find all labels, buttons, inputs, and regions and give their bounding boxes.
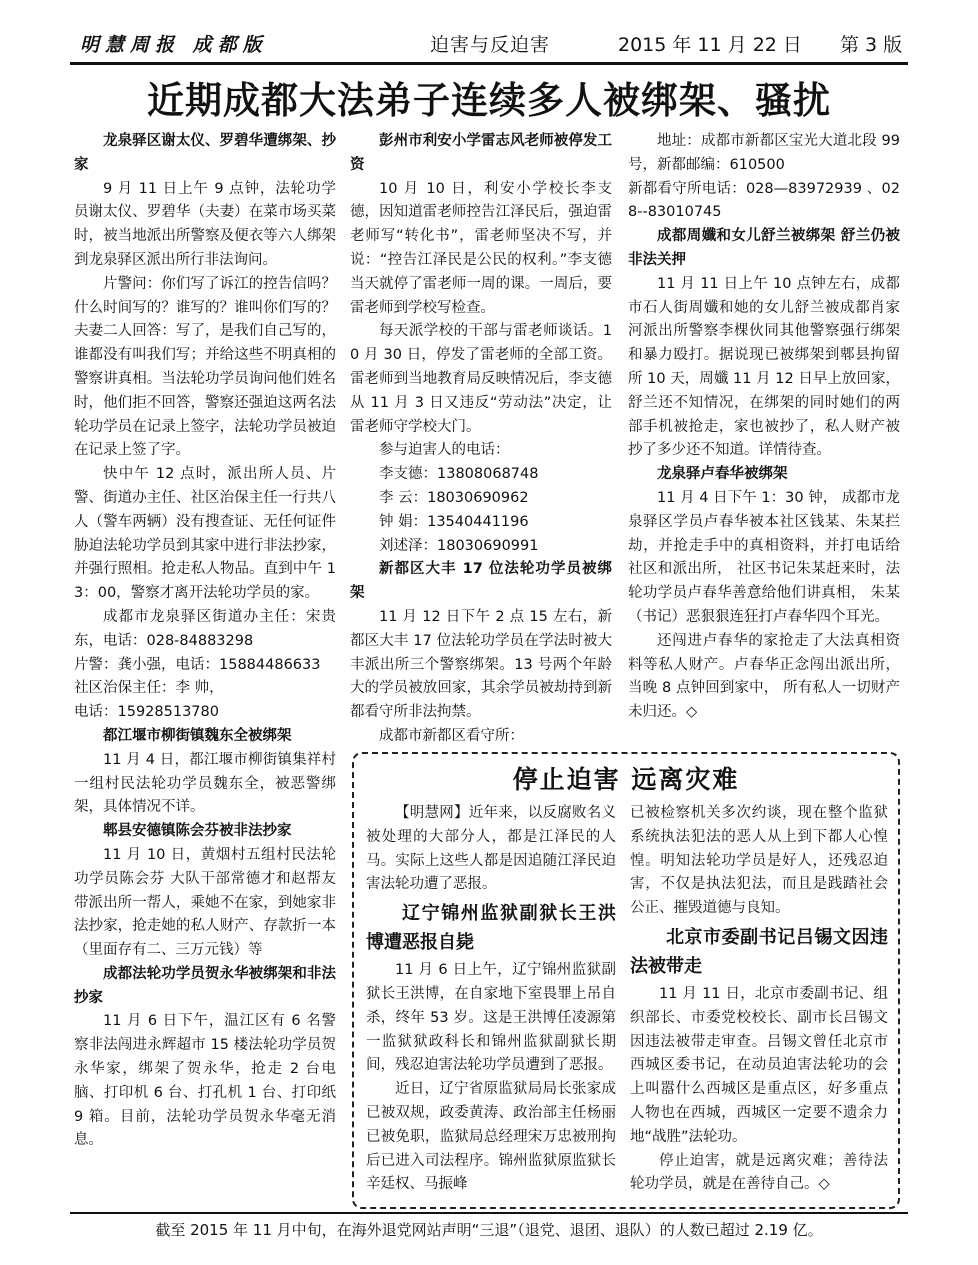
article-heading: 成都周孅和女儿舒兰被绑架 舒兰仍被非法关押 xyxy=(628,228,900,268)
article-heading: 郫县安德镇陈会芬被非法抄家 xyxy=(103,823,292,840)
page-number: 第 3 版 xyxy=(840,34,903,56)
paragraph: 11 月 10 日，黄烟村五组村民法轮功学员陈会芬 大队干部常德才和赵帮友带派出所一帮人，乘她不在家，到她家非法抄家，抢走她的私人财产、存款折一本（里面存有二、三万元钱）等 xyxy=(74,846,336,959)
article-heading: 新都区大丰 17 位法轮功学员被绑架 xyxy=(350,561,612,602)
paragraph: 【明慧网】近年来，以反腐败名义被处理的大部分人，都是江泽民的人马。实际上这些人都是因追随江泽民迫害法轮功遭了恶报。 xyxy=(366,805,616,893)
paragraph: 已被检察机关多次约谈，现在整个监狱系统执法犯法的恶人从上到下都人心惶惶。明知法轮功学员是好人，还残忍迫害，不仅是执法犯法，而且是践踏社会公正、摧毁道德与良知。 xyxy=(630,805,888,917)
article-heading: 龙泉驿区谢太仪、罗碧华遭绑架、抄家 xyxy=(74,133,336,173)
paragraph: 11 月 11 日上午 10 点钟左右，成都市石人街周孅和她的女儿舒兰被成都肖家河派出所警察李棵伙同其他警察强行绑架和暴力殴打。据说现已被绑架到郫县拘留所 10 天，周孅 11 月 12 日早上放回家，舒兰还不知情况，在绑架的同时她们的两部手机被抢走，家也被抄了，私人财产被抄了多少还不知道。详情待查。 xyxy=(628,275,900,459)
paragraph: 李 云：18030690962 xyxy=(379,489,529,506)
paragraph: 参与迫害人的电话： xyxy=(379,442,510,459)
paragraph: 片警：龚小强，电话：15884486633 xyxy=(74,656,321,673)
paper-name: 明慧周报 成都版 xyxy=(80,34,268,56)
masthead-rule xyxy=(70,62,908,65)
paragraph: 近日，辽宁省原监狱局局长张家成已被双规，政委黄涛、政治部主任杨丽已被免职，监狱局总经理宋万忠被刑拘后已进入司法程序。锦州监狱原监狱长辛廷权、马振峰 xyxy=(366,1081,616,1193)
paragraph: 成都市新都区看守所： xyxy=(379,727,524,744)
page-headline: 近期成都大法弟子连续多人被绑架、骚扰 xyxy=(147,78,831,122)
paragraph: 成都市龙泉驿区街道办主任：宋贵东，电话：028-84883298 xyxy=(74,608,336,649)
article-heading: 北京市委副书记吕锡文因违法被带走 xyxy=(630,926,888,977)
paragraph: 还闯进卢春华的家抢走了大法真相资料等私人财产。卢春华正念闯出派出所， 当晚 8 点钟回到家中， 所有私人一切财产未归还。◇ xyxy=(628,632,900,721)
paragraph: 电话：15928513780 xyxy=(74,704,219,721)
article-heading: 彭州市利安小学雷志风老师被停发工资 xyxy=(350,133,612,173)
paragraph: 每天派学校的干部与雷老师谈话。10 月 30 日，停发了雷老师的全部工资。雷老师到当地教育局反映情况后，李支德从 11 月 3 日又违反“劳动法”决定，让雷老师守学校大门。 xyxy=(350,323,612,435)
footer-note: 截至 2015 年 11 月中旬，在海外退党网站声明“三退”（退党、退团、退队）的人数已超过 2.19 亿。 xyxy=(155,1221,823,1239)
paragraph: 社区治保主任：李 帅， xyxy=(74,680,224,697)
issue-date: 2015 年 11 月 22 日 xyxy=(618,34,802,56)
article-heading: 成都法轮功学员贺永华被绑架和非法抄家 xyxy=(74,965,336,1006)
section-name: 迫害与反迫害 xyxy=(430,34,551,56)
masthead xyxy=(70,30,908,60)
feature-box-column-1 xyxy=(366,802,616,1202)
paragraph: 快中午 12 点时，派出所人员、片警、街道办主任、社区治保主任一行共八人（警车两辆）没有搜查证、无任何证件胁迫法轮功学员到其家中进行非法抄家，并强行照相。抢走私人物品。直到中午 13：00，警察才离开法轮功学员的家。 xyxy=(74,466,336,602)
feature-box-title: 停止迫害 远离灾难 xyxy=(512,765,740,794)
paragraph: 地址：成都市新都区宝光大道北段 99 号，新都邮编：610500 xyxy=(628,133,900,173)
paragraph: 11 月 12 日下午 2 点 15 左右，新都区大丰 17 位法轮功学员在学法时被大丰派出所三个警察绑架。13 号两个年龄大的学员被放回家，其余学员被劫持到新都看守所非法拘禁。 xyxy=(350,608,612,721)
article-heading: 都江堰市柳街镇魏东全被绑架 xyxy=(103,727,292,744)
article-heading: 辽宁锦州监狱副狱长王洪博遭恶报自毙 xyxy=(366,903,616,954)
paragraph: 9 月 11 日上午 9 点钟，法轮功学员谢太仪、罗碧华（夫妻）在菜市场买菜时，被当地派出所警察及便衣等六人绑架到龙泉驿区派出所行非法询问。 xyxy=(74,180,336,268)
paragraph: 11 月 11 日，北京市委副书记、组织部长、市委党校校长、副市长吕锡文因违法被带走审查。吕锡文曾任北京市西城区委书记，在动员迫害法轮功的会上叫嚣什么西城区是重点区，好多重点人物也在西城，西城区一定要不遗余力地“战胜”法轮功。 xyxy=(630,985,888,1145)
paragraph: 刘述泽：18030690991 xyxy=(379,537,539,554)
paragraph: 10 月 10 日，利安小学校长李支德，因知道雷老师控告江泽民后，强迫雷老师写“转化书”，雷老师坚决不写，并说：“控告江泽民是公民的权利。”李支德当天就停了雷老师一周的课。一周后，要雷老师到学校写检查。 xyxy=(350,180,612,316)
paragraph: 11 月 6 日下午，温江区有 6 名警察非法闯进永辉超市 15 楼法轮功学员贺永华家，绑架了贺永华，抢走 2 台电脑、打印机 6 台、打孔机 1 台、打印纸 9 箱。目前，法轮功学员贺永华毫无消息。 xyxy=(74,1013,336,1149)
paragraph: 钟 娟：13540441196 xyxy=(379,513,529,530)
article-heading: 龙泉驿卢春华被绑架 xyxy=(657,466,788,483)
paragraph: 新都看守所电话：028—83972939 、028--83010745 xyxy=(628,180,900,221)
paragraph: 11 月 4 日下午 1：30 钟， 成都市龙泉驿区学员卢春华被本社区钱某、朱某拦劫，并抢走手中的真相资料，并打电话给社区和派出所， 社区书记朱某赶来时，法轮功学员卢春华善意给他们讲真相， 朱某（书记）恶狠狠连狂打卢春华四个耳光。 xyxy=(628,489,900,625)
paragraph: 李支德：13808068748 xyxy=(379,466,539,483)
paragraph: 停止迫害，就是远离灾难；善待法轮功学员，就是在善待自己。◇ xyxy=(630,1152,888,1193)
article-column-1 xyxy=(74,130,336,1200)
paragraph: 片警问：你们写了诉江的控告信吗？什么时间写的？谁写的？谁叫你们写的？夫妻二人回答：写了，是我们自己写的，谁都没有叫我们写；并给这些不明真相的警察讲真相。当法轮功学员询问他们姓名时，他们拒不回答，警察还强迫这两名法轮功学员在记录上签字，法轮功学员被迫在记录上签了字。 xyxy=(74,275,336,459)
article-column-2 xyxy=(350,130,612,748)
paragraph: 11 月 4 日，都江堰市柳街镇集祥村一组村民法轮功学员魏东全，被恶警绑架，具体情况不详。 xyxy=(74,751,336,816)
article-column-3 xyxy=(628,130,900,748)
feature-box-column-2 xyxy=(630,802,888,1202)
footer-rule xyxy=(70,1212,908,1214)
paragraph: 11 月 6 日上午，辽宁锦州监狱副狱长王洪博，在自家地下室畏罪上吊自杀，终年 53 岁。这是王洪博任凌源第一监狱狱政科长和锦州监狱副狱长期间，残忍迫害法轮功学员遭到了恶报。 xyxy=(366,962,616,1074)
